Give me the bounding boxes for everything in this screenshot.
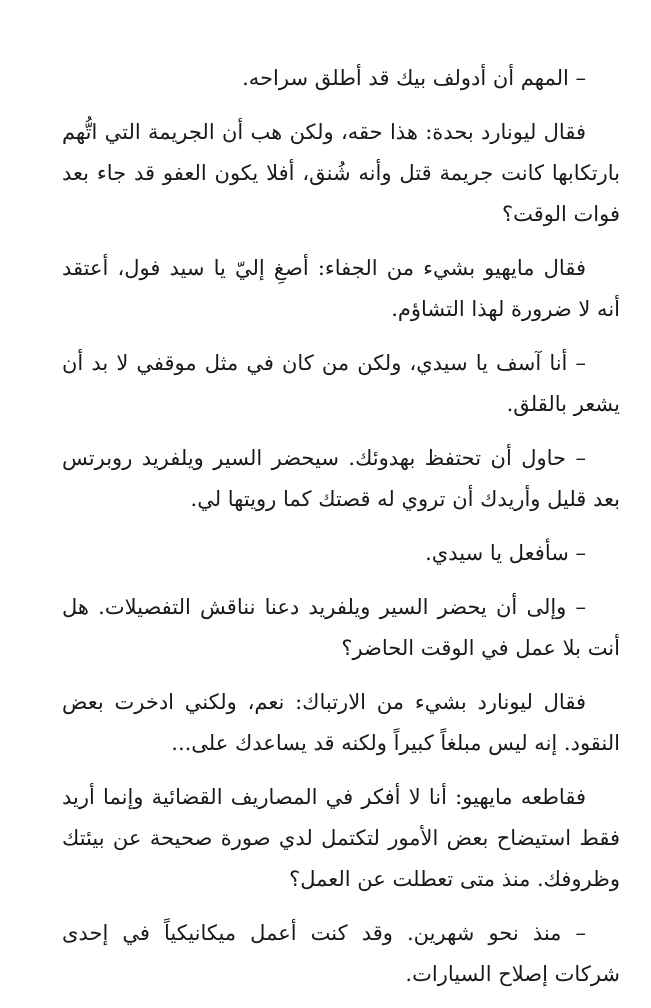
paragraph-1: – المهم أن أدولف بيك قد أطلق سراحه. [242,66,586,90]
paragraph-8: فقال ليونارد بشيء من الارتباك: نعم، ولكني ادخرت بعض النقود. إنه ليس مبلغاً كبيراً ولكنه قد يساعدك على... [62,690,620,755]
book-page [62,58,620,1008]
paragraph-5: – حاول أن تحتفظ بهدوئك. سيحضر السير ويلفريد روبرتس بعد قليل وأريدك أن تروي له قصتك كما رويتها لي. [62,446,620,511]
paragraph-3: فقال مايهيو بشيء من الجفاء: أصغِ إليّ يا سيد فول، أعتقد أنه لا ضرورة لهذا التشاؤم. [62,256,620,321]
paragraph-2: فقال ليونارد بحدة: هذا حقه، ولكن هب أن الجريمة التي اتُّهم بارتكابها كانت جريمة قتل وأنه شُنق، أفلا يكون العفو قد جاء بعد فوات الوقت؟ [62,120,620,226]
paragraph-7: – وإلى أن يحضر السير ويلفريد دعنا نناقش التفصيلات. هل أنت بلا عمل في الوقت الحاضر؟ [62,595,620,660]
paragraph-10: – منذ نحو شهرين. وقد كنت أعمل ميكانيكياً في إحدى شركات إصلاح السيارات. [62,921,620,986]
paragraph-6: – سأفعل يا سيدي. [425,541,586,565]
paragraph-4: – أنا آسف يا سيدي، ولكن من كان في مثل موقفي لا بد أن يشعر بالقلق. [62,351,620,416]
paragraph-9: فقاطعه مايهيو: أنا لا أفكر في المصاريف القضائية وإنما أريد فقط استيضاح بعض الأمور لتكتمل لدي صورة صحيحة عن بيئتك وظروفك. منذ متى تعطلت عن العمل؟ [62,785,620,891]
